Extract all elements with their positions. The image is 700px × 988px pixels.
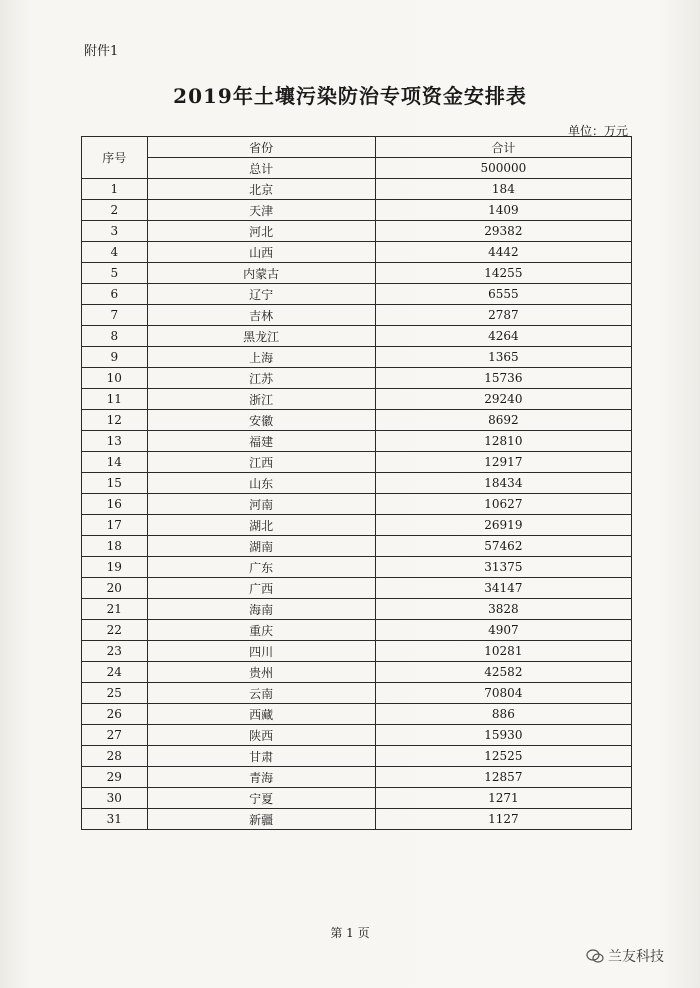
table-row <box>82 620 632 641</box>
row-province: 河北 <box>147 221 375 242</box>
table-row <box>82 179 632 200</box>
row-province: 西藏 <box>147 704 375 725</box>
table-row <box>82 557 632 578</box>
row-no: 20 <box>82 578 148 599</box>
row-sum: 57462 <box>375 536 631 557</box>
row-sum: 10281 <box>375 641 631 662</box>
page-number: 第 1 页 <box>330 926 370 940</box>
row-province: 湖南 <box>147 536 375 557</box>
table-row <box>82 578 632 599</box>
table-row <box>82 515 632 536</box>
row-province: 安徽 <box>147 410 375 431</box>
row-sum: 29382 <box>375 221 631 242</box>
row-sum: 886 <box>375 704 631 725</box>
table-row <box>82 452 632 473</box>
row-no: 8 <box>82 326 148 347</box>
row-no: 29 <box>82 767 148 788</box>
row-province: 广东 <box>147 557 375 578</box>
row-sum: 31375 <box>375 557 631 578</box>
row-province: 上海 <box>147 347 375 368</box>
row-province: 海南 <box>147 599 375 620</box>
row-province: 四川 <box>147 641 375 662</box>
table-row <box>82 284 632 305</box>
row-province: 江西 <box>147 452 375 473</box>
row-province: 云南 <box>147 683 375 704</box>
row-no: 26 <box>82 704 148 725</box>
allocation-table <box>81 136 632 830</box>
row-no: 4 <box>82 242 148 263</box>
row-no: 9 <box>82 347 148 368</box>
total-row <box>82 158 632 179</box>
row-sum: 2787 <box>375 305 631 326</box>
row-province: 陕西 <box>147 725 375 746</box>
row-province: 青海 <box>147 767 375 788</box>
row-no: 10 <box>82 368 148 389</box>
row-sum: 8692 <box>375 410 631 431</box>
table-row <box>82 221 632 242</box>
row-sum: 42582 <box>375 662 631 683</box>
table-row <box>82 767 632 788</box>
table-row <box>82 725 632 746</box>
unit-label: 单位：万元 <box>568 124 629 138</box>
row-no: 15 <box>82 473 148 494</box>
row-sum: 1365 <box>375 347 631 368</box>
row-no: 3 <box>82 221 148 242</box>
row-province: 山西 <box>147 242 375 263</box>
row-no: 22 <box>82 620 148 641</box>
row-no: 30 <box>82 788 148 809</box>
table-row <box>82 641 632 662</box>
row-province: 江苏 <box>147 368 375 389</box>
header-province: 省份 <box>147 137 375 158</box>
row-sum: 6555 <box>375 284 631 305</box>
row-sum: 12525 <box>375 746 631 767</box>
row-sum: 1409 <box>375 200 631 221</box>
row-no: 21 <box>82 599 148 620</box>
row-province: 黑龙江 <box>147 326 375 347</box>
brand-watermark <box>586 946 664 966</box>
table-row <box>82 305 632 326</box>
table-row <box>82 809 632 830</box>
row-sum: 34147 <box>375 578 631 599</box>
row-sum: 1271 <box>375 788 631 809</box>
row-no: 18 <box>82 536 148 557</box>
row-sum: 4442 <box>375 242 631 263</box>
row-no: 1 <box>82 179 148 200</box>
row-no: 14 <box>82 452 148 473</box>
row-no: 12 <box>82 410 148 431</box>
row-province: 甘肃 <box>147 746 375 767</box>
row-province: 北京 <box>147 179 375 200</box>
table-row <box>82 662 632 683</box>
row-province: 广西 <box>147 578 375 599</box>
row-sum: 12810 <box>375 431 631 452</box>
row-sum: 4264 <box>375 326 631 347</box>
header-no: 序号 <box>82 137 148 179</box>
row-no: 25 <box>82 683 148 704</box>
page-title: 2019年土壤污染防治专项资金安排表 <box>173 84 527 108</box>
table-row <box>82 326 632 347</box>
total-value: 500000 <box>375 158 631 179</box>
header-sum: 合计 <box>375 137 631 158</box>
row-no: 5 <box>82 263 148 284</box>
chat-bubble-icon <box>586 948 604 964</box>
table-row <box>82 431 632 452</box>
row-province: 浙江 <box>147 389 375 410</box>
row-sum: 70804 <box>375 683 631 704</box>
row-province: 天津 <box>147 200 375 221</box>
row-no: 27 <box>82 725 148 746</box>
table-row <box>82 410 632 431</box>
row-no: 19 <box>82 557 148 578</box>
row-sum: 15930 <box>375 725 631 746</box>
row-no: 13 <box>82 431 148 452</box>
row-province: 山东 <box>147 473 375 494</box>
row-province: 宁夏 <box>147 788 375 809</box>
row-province: 新疆 <box>147 809 375 830</box>
attachment-label: 附件1 <box>84 44 119 59</box>
row-sum: 18434 <box>375 473 631 494</box>
row-province: 福建 <box>147 431 375 452</box>
row-no: 16 <box>82 494 148 515</box>
row-no: 17 <box>82 515 148 536</box>
table-row <box>82 704 632 725</box>
row-sum: 10627 <box>375 494 631 515</box>
row-sum: 184 <box>375 179 631 200</box>
row-sum: 1127 <box>375 809 631 830</box>
row-no: 23 <box>82 641 148 662</box>
table-row <box>82 746 632 767</box>
row-no: 24 <box>82 662 148 683</box>
row-province: 吉林 <box>147 305 375 326</box>
row-province: 贵州 <box>147 662 375 683</box>
table-row <box>82 473 632 494</box>
row-no: 11 <box>82 389 148 410</box>
row-sum: 3828 <box>375 599 631 620</box>
table-row <box>82 494 632 515</box>
table-row <box>82 200 632 221</box>
table-row <box>82 788 632 809</box>
table-row <box>82 263 632 284</box>
table-row <box>82 599 632 620</box>
row-sum: 4907 <box>375 620 631 641</box>
row-sum: 14255 <box>375 263 631 284</box>
row-sum: 15736 <box>375 368 631 389</box>
row-province: 重庆 <box>147 620 375 641</box>
row-no: 2 <box>82 200 148 221</box>
total-label: 总计 <box>147 158 375 179</box>
row-province: 内蒙古 <box>147 263 375 284</box>
row-no: 7 <box>82 305 148 326</box>
table-row <box>82 242 632 263</box>
row-sum: 12857 <box>375 767 631 788</box>
table-row <box>82 683 632 704</box>
table-row <box>82 536 632 557</box>
brand-name: 兰友科技 <box>608 949 664 965</box>
table-row <box>82 368 632 389</box>
table-row <box>82 389 632 410</box>
row-no: 28 <box>82 746 148 767</box>
row-no: 31 <box>82 809 148 830</box>
table-row <box>82 347 632 368</box>
header-row <box>82 137 632 158</box>
row-no: 6 <box>82 284 148 305</box>
row-province: 河南 <box>147 494 375 515</box>
row-sum: 29240 <box>375 389 631 410</box>
row-sum: 12917 <box>375 452 631 473</box>
row-province: 辽宁 <box>147 284 375 305</box>
row-province: 湖北 <box>147 515 375 536</box>
row-sum: 26919 <box>375 515 631 536</box>
